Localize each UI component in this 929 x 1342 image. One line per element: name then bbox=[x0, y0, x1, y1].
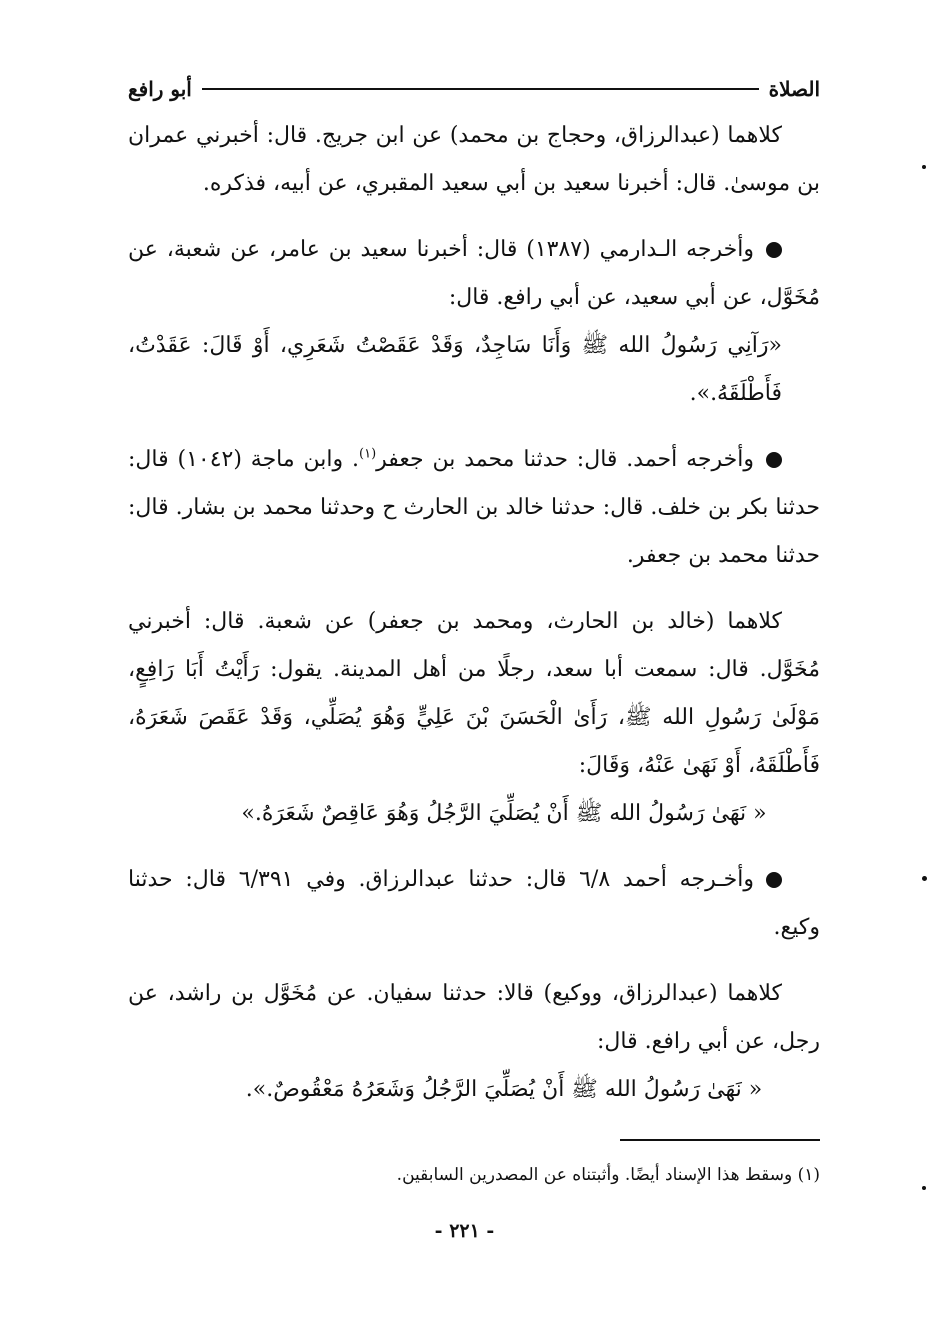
bullet-icon bbox=[766, 242, 782, 258]
paragraph-2-text: وأخرجه الـدارمي (١٣٨٧) قال: أخبرنا سعيد بن عامر، عن شعبة، عن مُخَوَّل، عن أبي سعيد، عن أبي رافع. قال: bbox=[128, 237, 820, 310]
header-narrator-title: أبو رافع bbox=[128, 77, 192, 101]
running-header bbox=[128, 72, 820, 106]
hadith-text-2: « نَهَىٰ رَسُولُ الله ﷺ أَنْ يُصَلِّيَ الرَّجُلُ وَهُوَ عَاقِصٌ شَعَرَهُ.» bbox=[241, 801, 767, 826]
paragraph-1: كلاهما (عبدالرزاق، وحجاج بن محمد) عن ابن جريج. قال: أخبرني عمران بن موسىٰ. قال: أخبرنا سعيد بن أبي سعيد المقبري، عن أبيه، فذكره. bbox=[128, 123, 820, 196]
footnote: (١) وسقط هذا الإسناد أيضًا. وأثبتناه عن المصدرين السابقين. bbox=[396, 1165, 820, 1185]
bullet-icon bbox=[766, 452, 782, 468]
bullet-icon bbox=[766, 872, 782, 888]
paragraph-4: كلاهما (خالد بن الحارث، ومحمد بن جعفر) عن شعبة. قال: أخبرني مُخَوَّل. قال: سمعت أبا سعد، رجلًا من أهل المدينة. يقول: رَأَيْتُ أَبَا رَافِعٍ، مَوْلَىٰ رَسُولِ الله ﷺ، رَأَىٰ الْحَسَنَ بْنَ عَلِيٍّ وَهُوَ يُصَلِّي، وَقَدْ عَقَصَ شَعَرَهُ، فَأَطْلَقَهُ، أَوْ نَهَىٰ عَنْهُ، وَقَالَ: bbox=[128, 609, 820, 778]
hadith-text-3: « نَهَىٰ رَسُولُ الله ﷺ أَنْ يُصَلِّيَ الرَّجُلُ وَشَعَرُهُ مَعْقُوصٌ.». bbox=[245, 1077, 763, 1102]
footnote-reference: (١) bbox=[359, 446, 377, 462]
margin-dot-mark bbox=[922, 1186, 926, 1190]
paragraph-3 bbox=[128, 436, 820, 580]
paragraph-3-text-b: . وابن ماجة (١٠٤٢) قال: حدثنا بكر بن خلف. قال: حدثنا خالد بن الحارث ح وحدثنا محمد بن بشار. قال: حدثنا محمد بن جعفر. bbox=[128, 447, 820, 568]
paragraph-3-text-a: وأخرجه أحمد. قال: حدثنا محمد بن جعفر bbox=[376, 447, 754, 472]
paragraph-2 bbox=[128, 226, 820, 322]
paragraph-6: كلاهما (عبدالرزاق، ووكيع) قالا: حدثنا سفيان. عن مُخَوَّل بن راشد، عن رجل، عن أبي رافع. قال: bbox=[128, 981, 820, 1054]
paragraph-5-text: وأخـرجه أحمد ٦/٨ قال: حدثنا عبدالرزاق. وفي ٦/٣٩١ قال: حدثنا وكيع. bbox=[128, 867, 820, 940]
footnote-separator bbox=[620, 1139, 820, 1141]
page-number: - ٢٢١ - bbox=[434, 1220, 495, 1242]
paragraph-5 bbox=[128, 856, 820, 952]
header-chapter-title: الصلاة bbox=[768, 77, 820, 101]
hadith-text-1: «رَآنِي رَسُولُ الله ﷺ وَأَنَا سَاجِدٌ، وَقَدْ عَقَصْتُ شَعَرِي، أَوْ قَالَ: عَقَدْتُ، فَأَطْلَقَهُ.». bbox=[128, 333, 782, 406]
main-text bbox=[128, 112, 820, 1114]
margin-dot-mark bbox=[922, 876, 927, 881]
margin-dot-mark bbox=[922, 165, 926, 169]
header-rule bbox=[202, 88, 759, 90]
